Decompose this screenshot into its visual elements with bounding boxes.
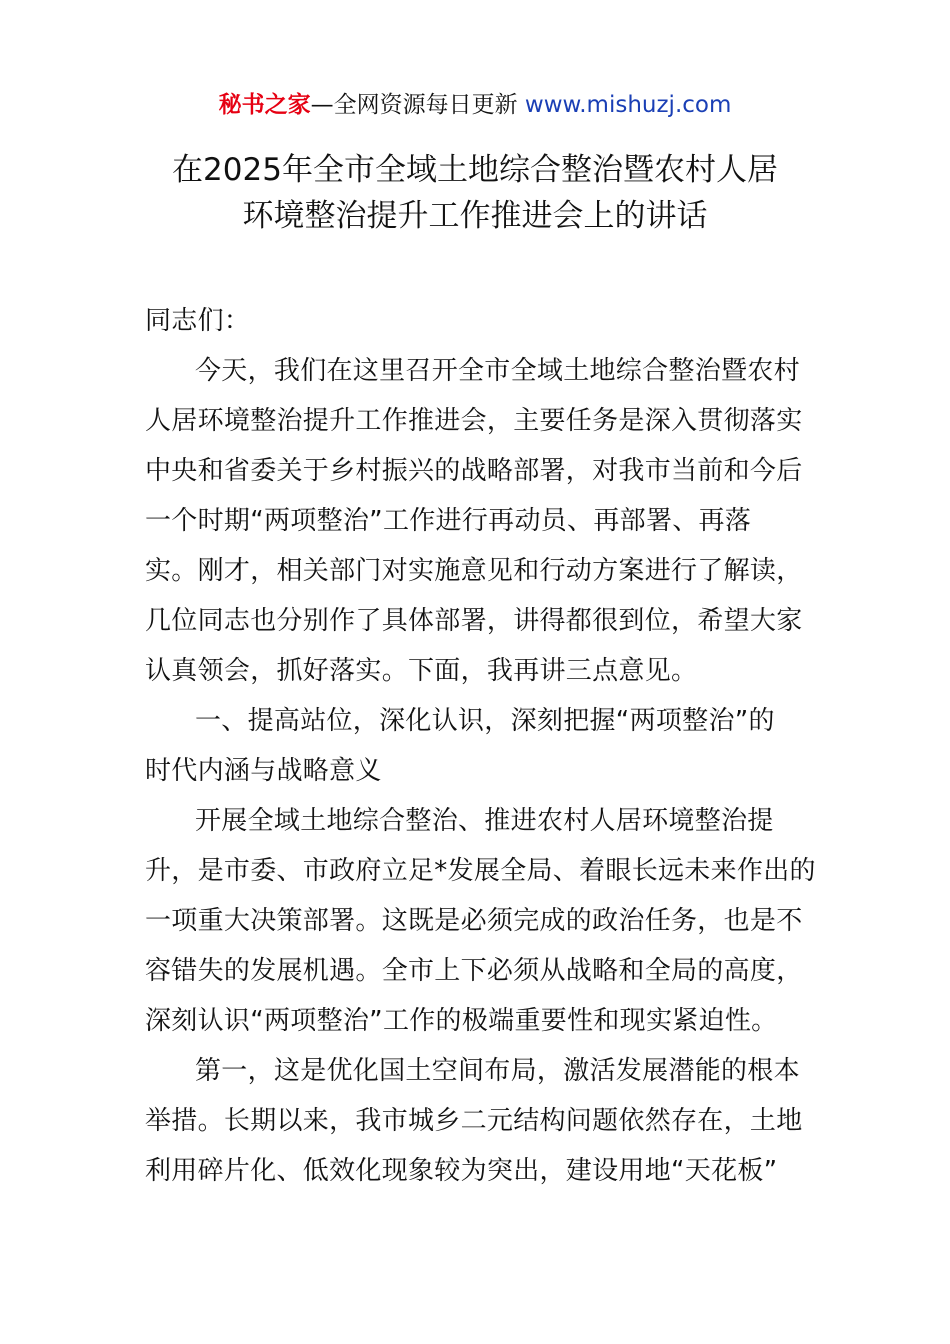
document-body xyxy=(145,296,816,1196)
paragraph-line: 升，是市委、市政府立足*发展全局、着眼长远未来作出的 xyxy=(145,856,816,886)
section-heading-line: 时代内涵与战略意义 xyxy=(145,756,382,786)
paragraph-line: 一个时期“两项整治”工作进行再动员、再部署、再落 xyxy=(145,506,752,536)
paragraph-line: 利用碎片化、低效化现象较为突出，建设用地“天花板” xyxy=(145,1156,778,1186)
paragraph-line: 今天，我们在这里召开全市全域土地综合整治暨农村 xyxy=(195,356,800,386)
paragraph-line: 人居环境整治提升工作推进会，主要任务是深入贯彻落实 xyxy=(145,406,803,436)
site-slogan: —全网资源每日更新 xyxy=(310,92,518,118)
paragraph-line: 实。刚才，相关部门对实施意见和行动方案进行了解读， xyxy=(145,556,803,586)
salutation: 同志们： xyxy=(145,306,251,336)
paragraph-line: 举措。长期以来，我市城乡二元结构问题依然存在，土地 xyxy=(145,1106,803,1136)
paragraph-line: 认真领会，抓好落实。下面，我再讲三点意见。 xyxy=(145,656,698,686)
site-brand: 秘书之家 xyxy=(218,92,311,118)
paragraph-line: 开展全域土地综合整治、推进农村人居环境整治提 xyxy=(195,806,774,836)
document-title xyxy=(0,147,950,239)
title-line: 在2025年全市全域土地综合整治暨农村人居 xyxy=(172,152,778,188)
paragraph-line: 中央和省委关于乡村振兴的战略部署，对我市当前和今后 xyxy=(145,456,803,486)
paragraph-line: 容错失的发展机遇。全市上下必须从战略和全局的高度， xyxy=(145,956,803,986)
paragraph-line: 一项重大决策部署。这既是必须完成的政治任务，也是不 xyxy=(145,906,803,936)
section-heading-line: 一、提高站位，深化认识，深刻把握“两项整治”的 xyxy=(195,706,775,736)
paragraph-line: 深刻认识“两项整治”工作的极端重要性和现实紧迫性。 xyxy=(145,1006,778,1036)
title-line: 环境整治提升工作推进会上的讲话 xyxy=(242,198,708,234)
site-header xyxy=(0,88,950,122)
paragraph-line: 第一，这是优化国土空间布局，激活发展潜能的根本 xyxy=(195,1056,800,1086)
paragraph-line: 几位同志也分别作了具体部署，讲得都很到位，希望大家 xyxy=(145,606,803,636)
site-url-link[interactable]: www.mishuzj.com xyxy=(524,92,732,118)
